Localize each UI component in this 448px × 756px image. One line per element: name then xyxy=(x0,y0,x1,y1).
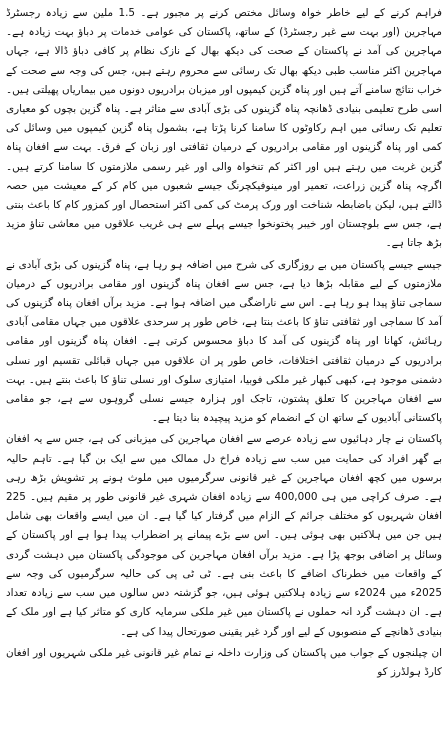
article-paragraph: فراہم کرنے کے لیے خاطر خواہ وسائل مختص کرنے پر مجبور ہے۔ 1.5 ملین سے زیادہ رجسٹرڈ مہاجرین (اور بہت سے غیر رجسٹرڈ) کے ساتھ، پاکستان کی عوامی خدمات پر دباؤ بہت زیادہ ہے۔ مہاجرین کی آمد نے پاکستان کے صحت کی دیکھ بھال کے نازک نظام پر کافی دباؤ ڈالا ہے، جہاں مہاجرین اکثر مناسب طبی دیکھ بھال تک رسائی سے محروم رہتے ہیں، جس کی وجہ سے صحت کے خراب نتائج سامنے آتے ہیں اور پناہ گزین کیمپوں اور میزبان برادریوں دونوں میں بیماریاں پھیلتی ہیں۔ اسی طرح تعلیمی بنیادی ڈھانچہ پناہ گزینوں کی بڑی آبادی سے متاثر ہے۔ پناہ گزین بچوں کو معیاری تعلیم تک رسائی میں اہم رکاوٹوں کا سامنا کرنا پڑتا ہے، بشمول پناہ گزین کیمپوں میں وسائل کی کمی اور پناہ گزینوں اور مقامی برادریوں کے درمیان ثقافتی اور زبان کے فرق۔ بہت سے افغان پناہ گزین غربت میں رہتے ہیں اور اکثر کم تنخواہ والی اور غیر رسمی ملازمتوں کا سامنا کرتے ہیں۔ اگرچہ پناہ گزین زراعت، تعمیر اور مینوفیکچرنگ جیسے شعبوں میں کام کر کے معیشت میں حصہ ڈالتے ہیں، لیکن باضابطہ شناخت اور ورک پرمٹ کی کمی اکثر استحصال اور کمزور کام کا باعث بنتی ہے، جس سے بلوچستان اور خیبر پختونخوا جیسے پہلے سے ہی غریب علاقوں میں معاشی تناؤ مزید بڑھ جاتا ہے۔ xyxy=(6,7,442,250)
article-paragraph: پاکستان نے چار دہائیوں سے زیادہ عرصے سے افغان مہاجرین کی میزبانی کی ہے، جس سے یہ افغان بے گھر افراد کی حمایت میں سب سے زیادہ فراخ دل ممالک میں سے ایک بن گیا ہے۔ تاہم حالیہ برسوں میں کچھ افغان مہاجرین کے غیر قانونی سرگرمیوں میں ملوث ہونے پر تشویش بڑھ رہی ہے۔ صرف کراچی میں ہی 400,000 سے زیادہ افغان شہری غیر قانونی طور پر مقیم ہیں۔ 225 افغان شہریوں کو مختلف جرائم کے الزام میں گرفتار کیا گیا ہے۔ ان میں ایسے واقعات بھی شامل ہیں جن میں ہلاکتیں بھی ہوئی ہیں۔ اس سے بڑے پیمانے پر اضطراب پیدا ہوا ہے اور پاکستان کے وسائل پر اضافی بوجھ پڑا ہے۔ مزید برآں افغان مہاجرین کی موجودگی پاکستان میں دہشت گردی کے واقعات میں خطرناک اضافے کا باعث بنی ہے۔ ٹی ٹی پی کی حالیہ سرگرمیوں کی وجہ سے 2025ء میں 2024ء سے زیادہ ہلاکتیں ہوئی ہیں، جو گزشتہ دس سالوں میں سب سے زیادہ تعداد ہے۔ ان دہشت گرد انہ حملوں نے پاکستان میں غیر ملکی سرمایہ کاری کو متاثر کیا ہے اور ملک کے بنیادی ڈھانچے کے منصوبوں کے لیے اور گرد غیر یقینی صورتحال پیدا کی ہے۔ xyxy=(6,433,442,638)
article-paragraph: جیسے جیسے پاکستان میں بے روزگاری کی شرح میں اضافہ ہو رہا ہے، پناہ گزینوں کی بڑی آبادی نے ملازمتوں کے لیے مقابلہ بڑھا دیا ہے، جس سے افغان پناہ گزینوں اور مقامی برادریوں کے درمیان سماجی تناؤ پیدا ہو رہا ہے۔ اس سے ناراضگی میں اضافہ ہوا ہے۔ مزید برآں افغان پناہ گزینوں کی آمد کا سماجی اور ثقافتی تناؤ کا باعث بنتا ہے، خاص طور پر سرحدی علاقوں میں جہاں مقامی آبادی رہائش، کھانا اور پناہ گزینوں کی آمد کا دباؤ محسوس کرتی ہے۔ افغان پناہ گزینوں اور مقامی برادریوں کے درمیان ثقافتی اختلافات، خاص طور پر ان علاقوں میں جہاں قبائلی تقسیم اور نسلی دشمنی موجود ہے، کبھی کبھار غیر ملکی فوبیا، امتیازی سلوک اور نسلی تناؤ کا باعث بنتے ہیں۔ بہت سے افغان مہاجرین کا تعلق پشتون، تاجک اور ہزارہ جیسے نسلی گروہوں سے ہے، جو مقامی پاکستانی آبادیوں کے ساتھ ان کے انضمام کو مزید پیچیدہ بنا دیتا ہے۔ xyxy=(6,258,442,425)
article-paragraph: ان چیلنجوں کے جواب میں پاکستان کی وزارت داخلہ نے تمام غیر قانونی غیر ملکی شہریوں اور افغان کارڈ ہولڈرز کو xyxy=(6,646,442,678)
